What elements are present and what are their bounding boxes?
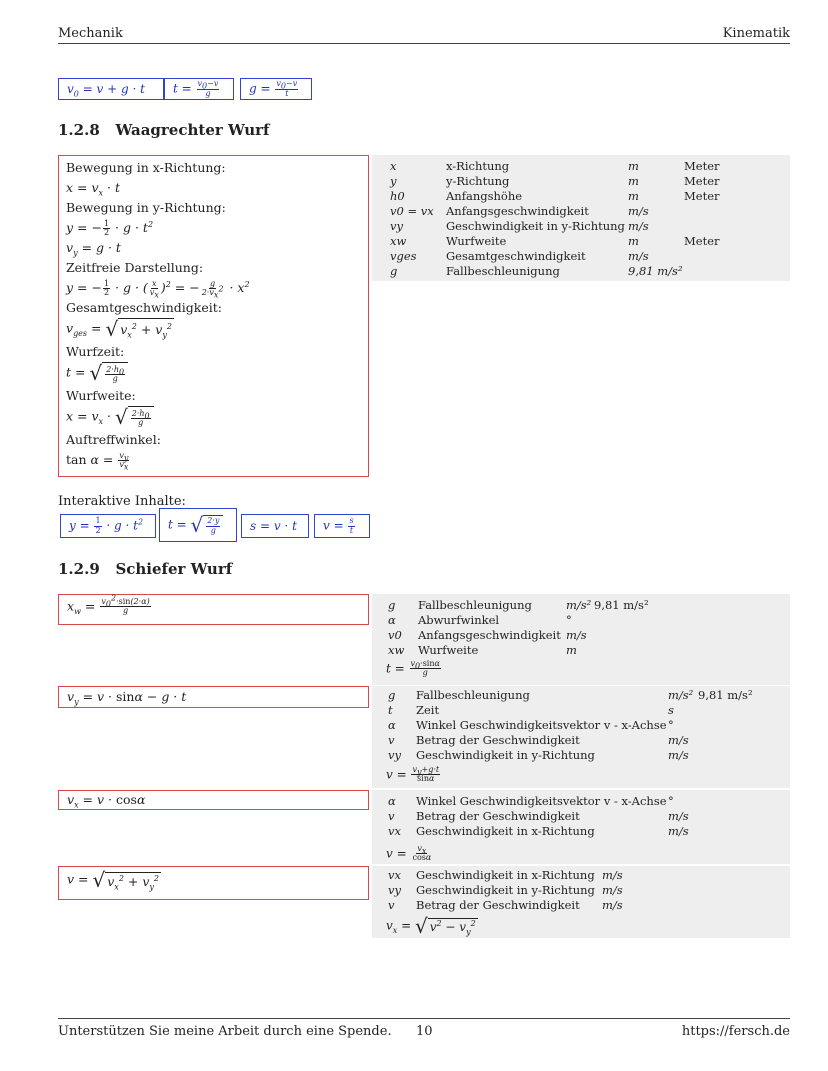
label-auftreffwinkel: Auftreffwinkel: xyxy=(66,432,161,447)
variable-unit: ° xyxy=(566,613,572,627)
variable-row xyxy=(388,824,708,839)
label-gesamtgeschwindigkeit: Gesamtgeschwindigkeit: xyxy=(66,300,222,315)
label-bewegung-y: Bewegung in y-Richtung: xyxy=(66,200,226,215)
formula-box-v: v = √ $v_x^2 + v_y^2$ xyxy=(58,866,369,900)
variable-val xyxy=(698,703,758,718)
interactive-link-weg[interactable]: s = v · t xyxy=(241,514,309,538)
variable-row xyxy=(390,159,764,174)
section-number: 1.2.8 xyxy=(58,121,100,139)
formula-vx-aus-v: $v_x$ = √ $v^2 - v_y^2$ xyxy=(386,914,476,938)
variable-block-4 xyxy=(372,866,790,938)
variable-val xyxy=(594,613,654,628)
variable-unit: m/s xyxy=(628,219,649,233)
variable-val xyxy=(594,643,654,658)
variable-unit: m xyxy=(628,174,639,188)
variable-sym: v0 = vx xyxy=(390,204,434,218)
variable-desc: Geschwindigkeit in y-Richtung xyxy=(416,883,595,897)
variable-unit: ° xyxy=(668,718,674,732)
formula-vy: $v_y = g \cdot t$ xyxy=(66,240,121,258)
variable-unit: m xyxy=(628,234,639,248)
variable-desc: Winkel Geschwindigkeitsvektor v - x-Achse xyxy=(416,718,667,732)
footer-rule xyxy=(58,1018,790,1019)
variable-row xyxy=(390,204,764,219)
formula-link-g[interactable]: g = $\frac{v_0-v}{t}$ xyxy=(240,78,312,100)
variable-name: Meter xyxy=(684,234,720,248)
variable-row xyxy=(388,628,654,643)
variable-row xyxy=(388,809,708,824)
variable-val: 9,81 m/s² xyxy=(594,598,649,612)
variable-block-1 xyxy=(372,594,790,685)
variable-sym: vy xyxy=(390,219,403,233)
formula-vges: $v_{ges}$ = √ $v_x^2 + v_y^2$ xyxy=(66,317,172,341)
variable-unit: m/s xyxy=(668,733,689,747)
page-number: 10 xyxy=(416,1024,433,1039)
variable-desc: y-Richtung xyxy=(446,174,510,188)
formula-auftreffwinkel: tan α = $\frac{v_y}{v_x}$ xyxy=(66,450,129,472)
header-left: Mechanik xyxy=(58,26,123,41)
variable-sym: α xyxy=(388,718,396,732)
variable-unit: m/s xyxy=(668,748,689,762)
label-wurfzeit: Wurfzeit: xyxy=(66,344,125,359)
label-zeitfrei: Zeitfreie Darstellung: xyxy=(66,260,204,275)
variable-sym: vx xyxy=(388,824,401,838)
variable-name xyxy=(684,204,764,219)
label-bewegung-x: Bewegung in x-Richtung: xyxy=(66,160,226,175)
formula-box-wurfweite: $x_w$ = $\frac{v_0^2\cdot\sin(2\cdot\alpha)}{g}$ xyxy=(58,594,369,625)
label-wurfweite: Wurfweite: xyxy=(66,388,136,403)
variable-sym: g xyxy=(388,688,396,702)
section-title: Waagrechter Wurf xyxy=(115,121,270,139)
variable-unit: m/s² xyxy=(566,598,592,612)
header-rule xyxy=(58,43,790,44)
variable-desc: Winkel Geschwindigkeitsvektor v - x-Achse xyxy=(416,794,667,808)
section-heading-1-2-9 xyxy=(58,560,232,578)
variable-name: Meter xyxy=(684,174,720,188)
variable-sym: v xyxy=(388,898,395,912)
variable-unit: m/s xyxy=(602,868,623,882)
variable-row xyxy=(388,703,758,718)
variable-val xyxy=(594,628,654,643)
variable-val xyxy=(698,733,758,748)
variable-desc: x-Richtung xyxy=(446,159,510,173)
variable-desc: Anfangshöhe xyxy=(446,189,523,203)
variable-row xyxy=(388,898,642,913)
variable-unit: m/s xyxy=(566,628,587,642)
variable-val xyxy=(698,748,758,763)
variable-row xyxy=(388,688,758,703)
variable-sym: α xyxy=(388,613,396,627)
variable-sym: t xyxy=(388,703,393,717)
variable-desc: Gesamtgeschwindigkeit xyxy=(446,249,586,263)
variable-desc: Betrag der Geschwindigkeit xyxy=(416,733,580,747)
variable-desc: Geschwindigkeit in y-Richtung xyxy=(446,219,625,233)
variable-unit: ° xyxy=(668,794,674,808)
variable-val xyxy=(698,718,758,733)
variable-row xyxy=(390,264,764,279)
variable-sym: v xyxy=(388,733,395,747)
variable-row xyxy=(388,718,758,733)
formula-list xyxy=(66,158,364,470)
variable-block-2 xyxy=(372,686,790,788)
variable-block-3 xyxy=(372,790,790,864)
variable-sym: v0 xyxy=(388,628,402,642)
variable-desc: Betrag der Geschwindigkeit xyxy=(416,898,580,912)
variable-row xyxy=(390,234,764,249)
formula-box-vx: $v_x = v \cdot \cos\alpha$ xyxy=(58,790,369,810)
variable-desc: Wurfweite xyxy=(418,643,479,657)
variable-sym: v xyxy=(388,809,395,823)
variable-val: 9,81 m/s² xyxy=(698,688,753,702)
variable-desc: Wurfweite xyxy=(446,234,507,248)
variable-desc: Fallbeschleunigung xyxy=(446,264,560,278)
variable-row xyxy=(388,643,654,658)
variable-desc: Anfangsgeschwindigkeit xyxy=(446,204,589,218)
variable-sym: vy xyxy=(388,883,401,897)
variable-unit: s xyxy=(668,703,674,717)
formula-y: y = − $\frac{1}{2}$ · $g \cdot t^2$ xyxy=(66,218,154,237)
formula-link-v0[interactable]: $v_0 = v + g \cdot t$ xyxy=(58,78,164,100)
variable-unit: m xyxy=(566,643,577,657)
interactive-link-fall[interactable]: y = $\frac{1}{2}$ · $g \cdot t^2$ xyxy=(60,514,156,538)
variable-desc: Geschwindigkeit in y-Richtung xyxy=(416,748,595,762)
variable-unit: m/s xyxy=(668,809,689,823)
variable-unit: m/s xyxy=(602,883,623,897)
variable-desc: Fallbeschleunigung xyxy=(416,688,530,702)
variable-desc: Abwurfwinkel xyxy=(418,613,500,627)
variable-sym: g xyxy=(388,598,396,612)
formula-link-t[interactable]: t = $\frac{v_0-v}{g}$ xyxy=(164,78,234,100)
variable-name: Meter xyxy=(684,189,720,203)
footer-link[interactable]: https://fersch.de xyxy=(681,1024,790,1039)
variable-name xyxy=(684,264,764,279)
variable-row xyxy=(388,868,642,883)
interactive-link-fallzeit[interactable]: t = √ $\frac{2\cdot y}{g}$ xyxy=(159,508,237,542)
variable-sym: vx xyxy=(388,868,401,882)
formula-flugzeit: t = $\frac{v_0\cdot\sin\alpha}{g}$ xyxy=(386,659,440,678)
variable-row xyxy=(388,598,654,613)
variable-desc: Betrag der Geschwindigkeit xyxy=(416,809,580,823)
variable-row xyxy=(388,748,758,763)
footer-donation-text: Unterstützen Sie meine Arbeit durch eine Spende. xyxy=(58,1024,392,1039)
section-title: Schiefer Wurf xyxy=(115,560,233,578)
variable-desc: Geschwindigkeit in x-Richtung xyxy=(416,868,595,882)
formula-x: $x = v_x \cdot t$ xyxy=(66,180,121,198)
interactive-link-geschwindigkeit[interactable]: v = $\frac{s}{t}$ xyxy=(314,514,370,538)
variable-unit: m/s² xyxy=(668,688,694,702)
variable-row xyxy=(390,219,764,234)
formula-v-aus-vy: v = $\frac{v_y+g\cdot t}{\sin\alpha}$ xyxy=(386,765,440,784)
variable-sym: y xyxy=(390,174,397,188)
variable-sym: xw xyxy=(390,234,407,248)
formula-v-aus-vx: v = $\frac{v_x}{\cos\alpha}$ xyxy=(386,844,432,863)
formula-zeitfrei: y = − $\frac{1}{2}$ · g · ( $\frac{x}{v_x}$ )$^2$ = − $\frac{g}{2\cdot v_x^2}$ · $x^2$ xyxy=(66,278,250,300)
variable-desc: Anfangsgeschwindigkeit xyxy=(418,628,561,642)
variable-row xyxy=(388,883,642,898)
variable-sym: g xyxy=(390,264,398,278)
variable-name xyxy=(684,249,764,264)
variable-row xyxy=(390,249,764,264)
variable-unit: m/s xyxy=(628,204,649,218)
variable-sym: xw xyxy=(388,643,405,657)
variable-name: Meter xyxy=(684,159,720,173)
variable-rows xyxy=(390,159,764,279)
variable-desc: Zeit xyxy=(416,703,440,717)
variable-unit: m/s xyxy=(602,898,623,912)
variable-unit: 9,81 m/s² xyxy=(628,264,683,278)
formula-box-vy: $v_y = v \cdot \sin\alpha - g \cdot t$ xyxy=(58,686,369,708)
section-heading-1-2-8 xyxy=(58,121,270,139)
interactive-label: Interaktive Inhalte: xyxy=(58,494,186,509)
formula-wurfweite: $x = v_x$ · √ $\frac{2\cdot h_0}{g}$ xyxy=(66,406,364,430)
variable-row xyxy=(388,733,758,748)
variable-desc: Fallbeschleunigung xyxy=(418,598,532,612)
variable-unit: m xyxy=(628,189,639,203)
variable-desc: Geschwindigkeit in x-Richtung xyxy=(416,824,595,838)
variable-unit: m xyxy=(628,159,639,173)
variable-row xyxy=(390,189,764,204)
formula-wurfzeit: t = √ $\frac{2\cdot h_0}{g}$ xyxy=(66,362,364,386)
variable-sym: α xyxy=(388,794,396,808)
variable-unit: m/s xyxy=(628,249,649,263)
section-number: 1.2.9 xyxy=(58,560,100,578)
variable-unit: m/s xyxy=(668,824,689,838)
variable-sym: x xyxy=(390,159,397,173)
variable-name xyxy=(684,219,764,234)
variable-sym: h0 xyxy=(390,189,405,203)
variable-row xyxy=(388,613,654,628)
variable-row xyxy=(390,174,764,189)
variable-sym: vy xyxy=(388,748,401,762)
header-right: Kinematik xyxy=(722,26,790,41)
variable-row xyxy=(388,794,708,809)
variable-sym: vges xyxy=(390,249,417,263)
